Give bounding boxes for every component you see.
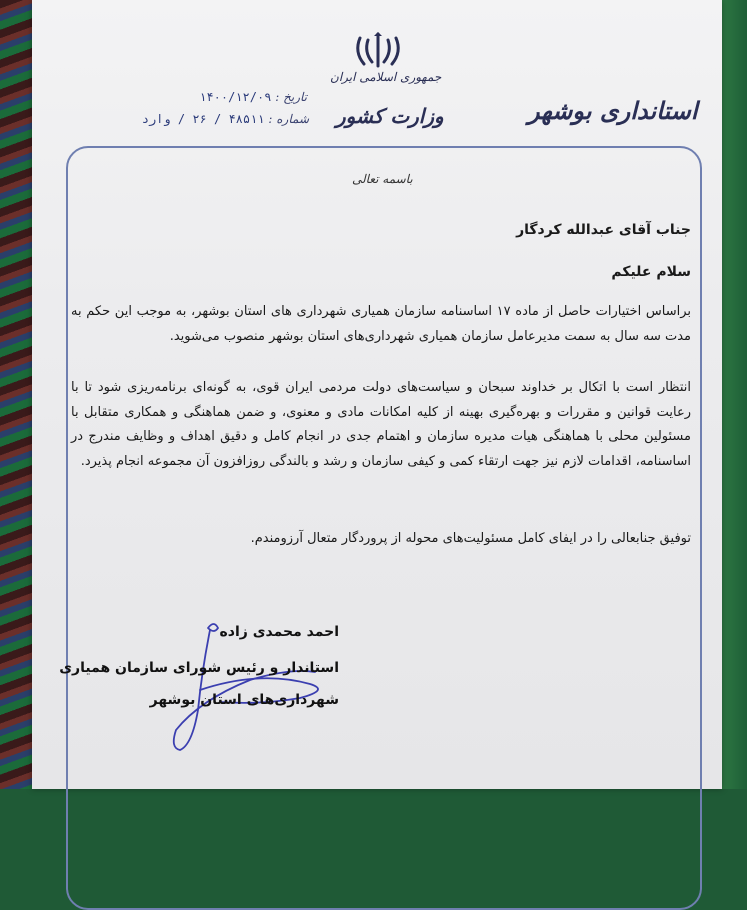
paragraph-expectations: انتظار است با اتکال بر خداوند سبحان و سیاست‌های دولت مردمی ایران قوی، به گونه‌ای برنامه‌ریزی شود تا با رعایت قوانین و مقررات و بهره‌گیری بهینه از کلیه امکانات مادی و معنوی، و ضمن هماهنگی و همکاری متقابل با مسئولین محلی با هماهنگی هیات مدیره سازمان و اهتمام جدی در انجام کامل و دقیق اهداف و وظایف مندرج در اساسنامه، اقدامات لازم نیز جهت ارتقاء کمی و کیفی سازمان و رشد و بالندگی روزافزون آن مجموعه انجام پذیرد. (71, 380, 691, 469)
date-value: ۱۴۰۰/۱۲/۰۹ (199, 90, 272, 104)
ministry-title: وزارت کشور (336, 104, 444, 128)
invocation: باسمه تعالی (352, 172, 413, 186)
recipient: جناب آقای عبدالله کردگار (516, 222, 691, 238)
republic-title: جمهوری اسلامی ایران (330, 70, 442, 84)
signatory-name: احمد محمدی زاده (219, 624, 339, 640)
number-line (142, 112, 309, 126)
date-label: تاریخ : (275, 90, 307, 104)
number-label: شماره : (268, 112, 309, 126)
date-line (199, 90, 307, 104)
greeting: سلام علیکم (611, 264, 691, 280)
number-value: ۴۸۵۱۱ / ۲۶ / وارد (141, 112, 265, 126)
paragraph-appointment: براساس اختیارات حاصل از ماده ۱۷ اساسنامه سازمان همیاری شهرداری های استان بوشهر، به موجب این حکم به مدت سه سال به سمت مدیرعامل سازمان همیاری شهرداری‌های استان بوشهر منصوب می‌شوید. (71, 304, 691, 344)
iran-emblem-icon (350, 30, 406, 70)
paragraph-closing: توفیق جنابعالی را در ایفای کامل مسئولیت‌های محوله از پروردگار متعال آرزومندم. (250, 531, 691, 546)
governorate-title: استانداری بوشهر (528, 96, 698, 125)
signatory-title-line1: استاندار و رئیس شورای سازمان همیاری (59, 660, 339, 676)
signatory-title-line2: شهرداری‌های استان بوشهر (149, 692, 339, 708)
